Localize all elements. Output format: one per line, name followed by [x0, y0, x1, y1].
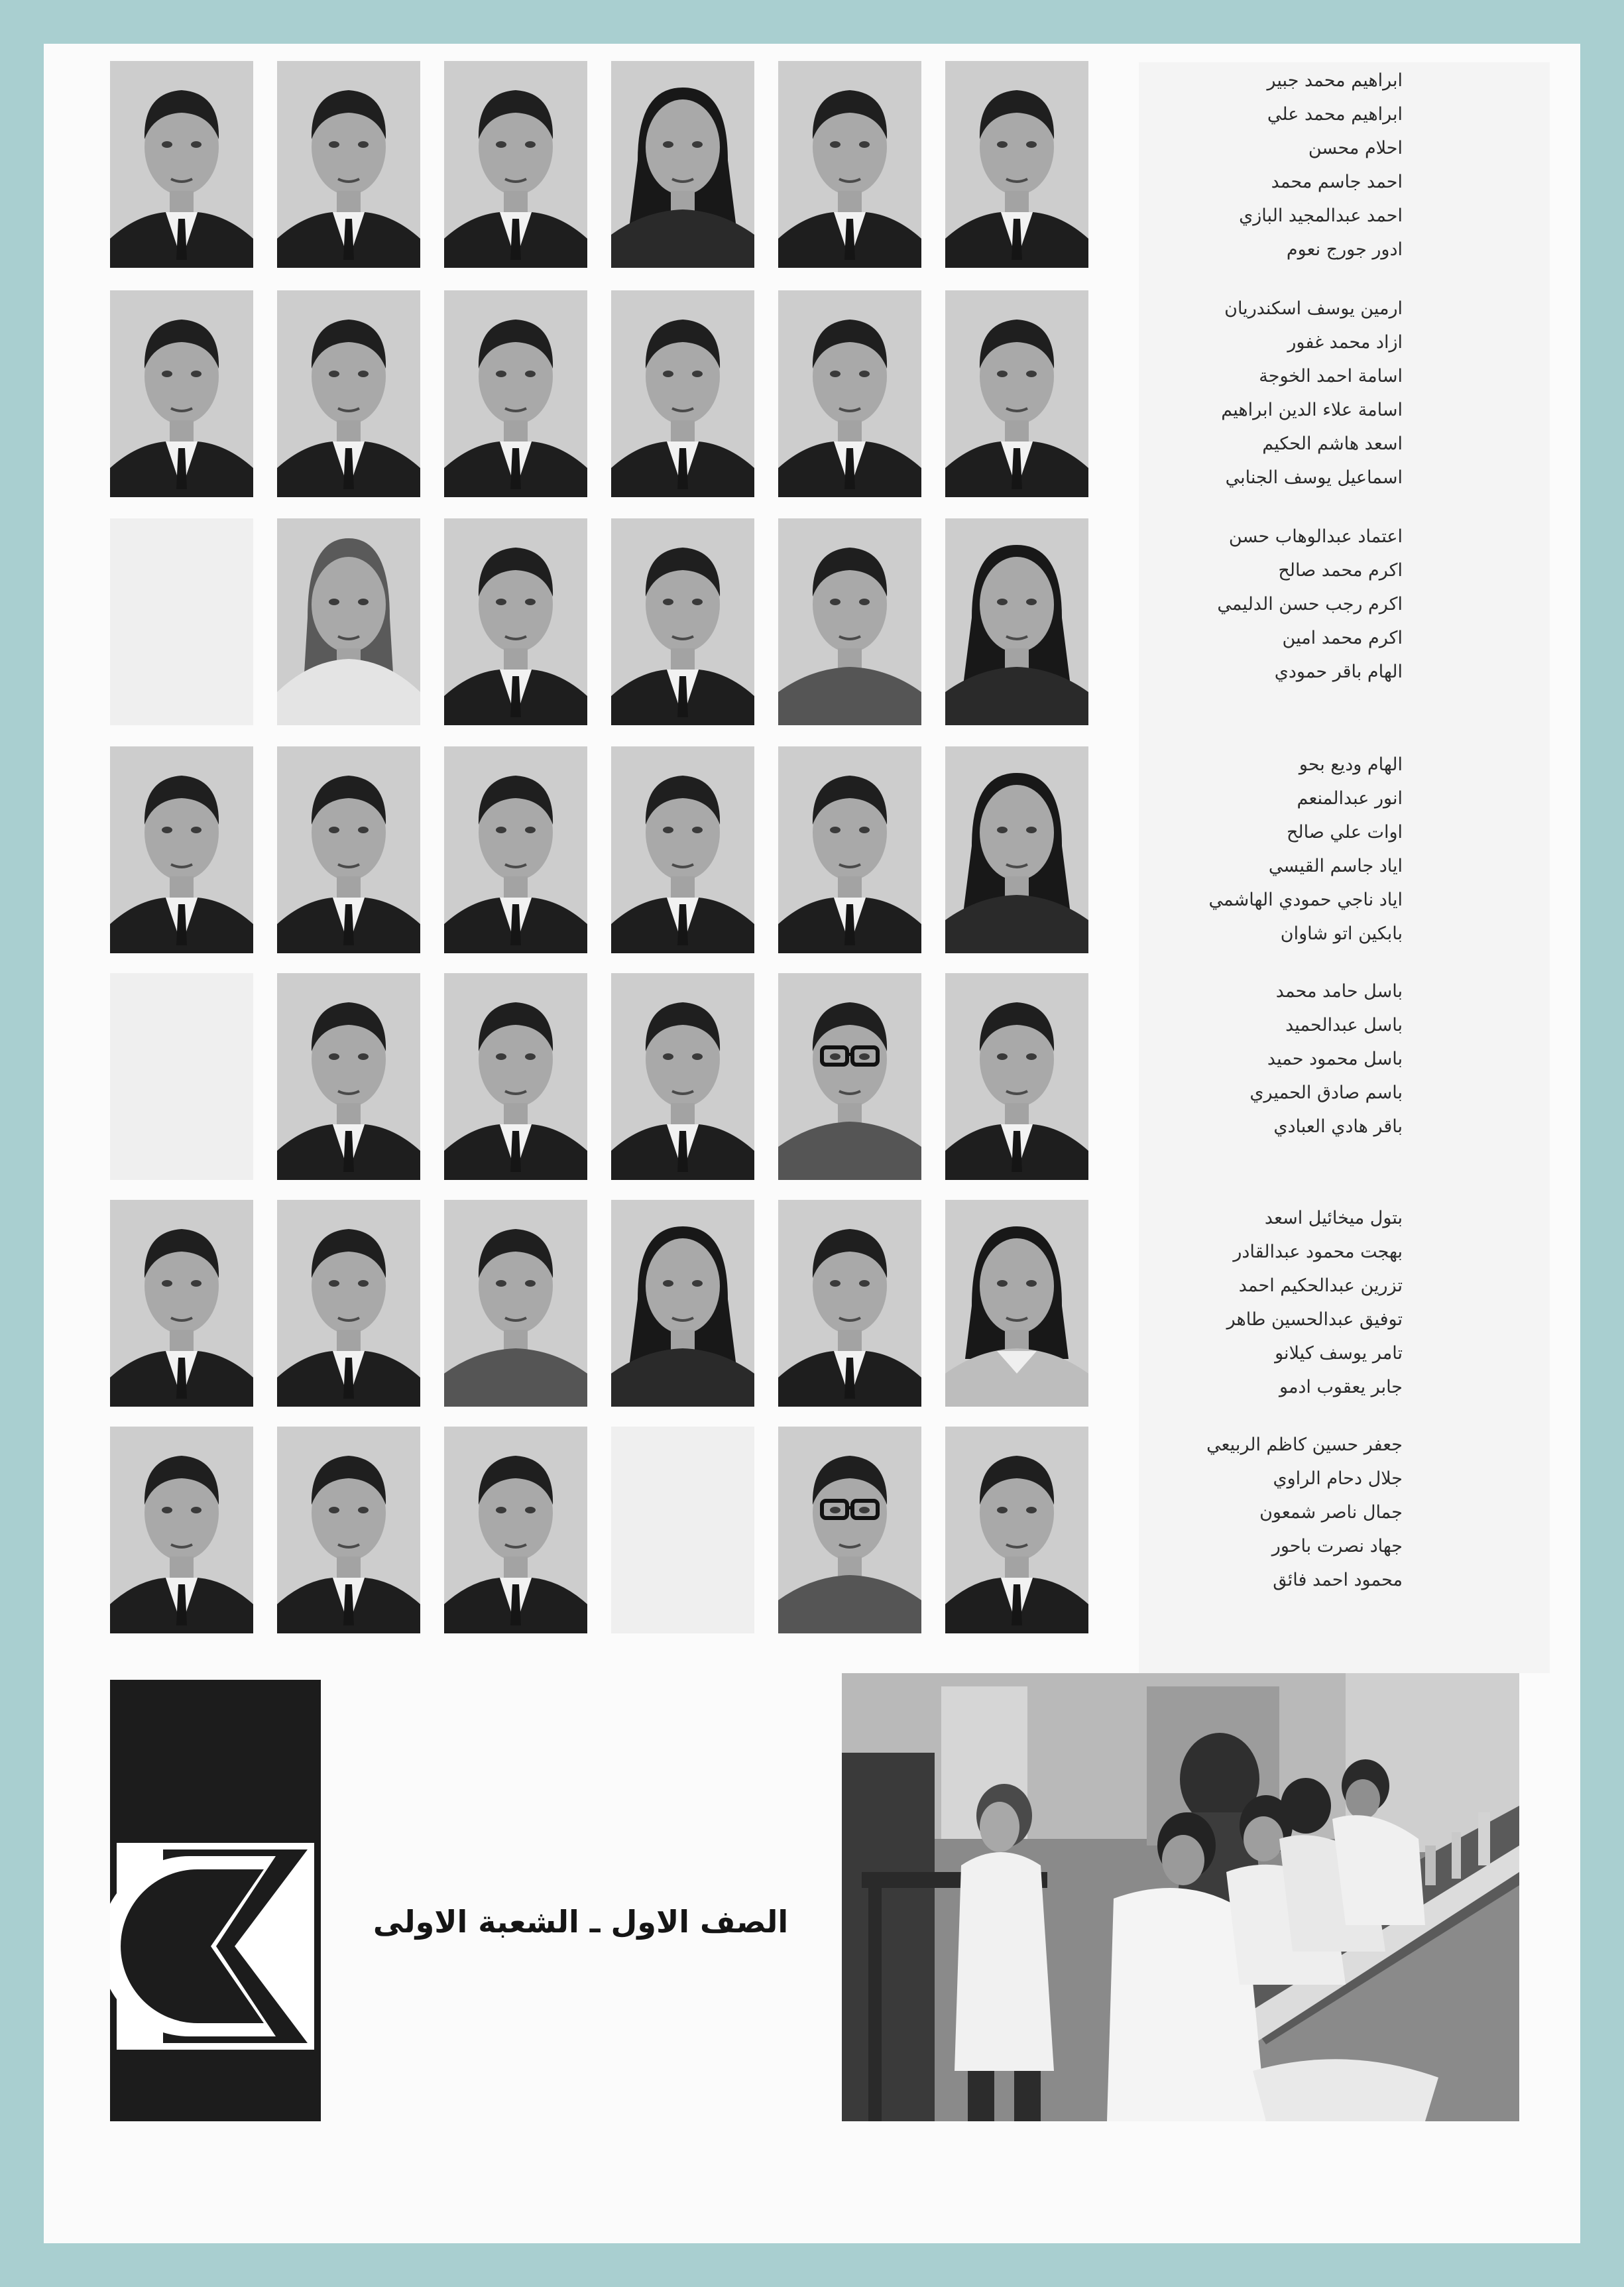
name-group: [1124, 974, 1403, 1144]
student-name: احلام محسن: [1308, 138, 1403, 158]
student-portrait: [945, 61, 1088, 268]
student-portrait: [945, 518, 1088, 725]
empty-photo-slot: [611, 1427, 754, 1633]
student-name: ازاد محمد غفور: [1287, 332, 1403, 353]
name-group: [1124, 748, 1403, 951]
student-name: اكرم رجب حسن الدليمي: [1217, 594, 1403, 615]
student-portrait: [778, 1200, 921, 1407]
student-portrait: [611, 518, 754, 725]
student-name: الهام باقر حمودي: [1274, 662, 1403, 682]
student-name: اسماعيل يوسف الجنابي: [1225, 467, 1403, 488]
student-name: جابر يعقوب ادمو: [1279, 1377, 1403, 1397]
student-name: جلال دحام الراوي: [1273, 1468, 1403, 1489]
student-portrait: [444, 746, 587, 953]
student-portrait: [110, 290, 253, 497]
student-portrait: [611, 973, 754, 1180]
yearbook-page: [44, 44, 1580, 2243]
empty-photo-slot: [110, 518, 253, 725]
student-name: انور عبدالمنعم: [1297, 788, 1403, 809]
student-name: ابراهيم محمد جبير: [1267, 70, 1403, 91]
student-name: اوات علي صالح: [1287, 822, 1403, 843]
student-name: اكرم محمد صالح: [1278, 560, 1403, 581]
student-name: تزرين عبدالحكيم احمد: [1238, 1275, 1403, 1296]
student-portrait: [778, 290, 921, 497]
student-portrait: [778, 746, 921, 953]
student-name: اسعد هاشم الحكيم: [1262, 434, 1403, 454]
student-portrait: [444, 518, 587, 725]
student-name: جهاد نصرت باحور: [1271, 1536, 1403, 1556]
student-portrait: [277, 973, 420, 1180]
student-portrait: [945, 973, 1088, 1180]
student-name: تامر يوسف كيلانو: [1275, 1343, 1403, 1364]
student-portrait: [444, 290, 587, 497]
student-portrait: [277, 290, 420, 497]
student-portrait: [611, 290, 754, 497]
student-name: جمال ناصر شمعون: [1259, 1502, 1403, 1523]
student-name: بتول ميخائيل اسعد: [1264, 1208, 1403, 1228]
student-portrait: [778, 1427, 921, 1633]
student-name: اعتماد عبدالوهاب حسن: [1228, 526, 1403, 547]
student-name: باسل محمود حميد: [1267, 1049, 1403, 1069]
student-name: ادور جورج نعوم: [1286, 239, 1403, 260]
student-portrait: [945, 746, 1088, 953]
student-portrait: [277, 1200, 420, 1407]
name-group: [1124, 292, 1403, 495]
school-logo: [110, 1680, 321, 2121]
student-name: اكرم محمد امين: [1282, 628, 1403, 648]
name-group: [1124, 1428, 1403, 1597]
empty-photo-slot: [110, 973, 253, 1180]
student-name: بهجت محمود عبدالقادر: [1233, 1242, 1403, 1262]
student-name: جعفر حسين كاظم الربيعي: [1206, 1435, 1403, 1455]
student-name: اياد ناجي حمودي الهاشمي: [1208, 890, 1403, 910]
student-name: اياد جاسم القيسي: [1268, 856, 1403, 876]
name-group: [1124, 64, 1403, 266]
student-portrait: [444, 1200, 587, 1407]
name-group: [1124, 1201, 1403, 1404]
student-name: اسامة علاء الدين ابراهيم: [1221, 400, 1403, 420]
student-name: ارمين يوسف اسكندريان: [1224, 298, 1403, 319]
student-portrait: [778, 61, 921, 268]
student-portrait: [110, 61, 253, 268]
student-portrait: [611, 746, 754, 953]
student-name: احمد جاسم محمد: [1271, 172, 1403, 192]
student-portrait: [277, 518, 420, 725]
student-name: احمد عبدالمجيد البازي: [1239, 205, 1403, 226]
name-group: [1124, 520, 1403, 689]
student-portrait: [110, 746, 253, 953]
student-name: الهام وديع بحو: [1299, 754, 1403, 775]
student-name: باسل عبدالحميد: [1285, 1015, 1403, 1035]
student-portrait: [277, 1427, 420, 1633]
student-name: توفيق عبدالحسين طاهر: [1226, 1309, 1403, 1330]
student-portrait: [945, 290, 1088, 497]
student-portrait: [277, 746, 420, 953]
student-portrait: [778, 518, 921, 725]
student-name: باسل حامد محمد: [1275, 981, 1403, 1002]
student-portrait: [444, 1427, 587, 1633]
student-portrait: [611, 1200, 754, 1407]
student-name: اسامة احمد الخوجة: [1259, 366, 1403, 386]
student-name: باسم صادق الحميري: [1249, 1083, 1403, 1103]
laboratory-photo: [842, 1673, 1519, 2121]
student-portrait: [110, 1427, 253, 1633]
student-name: باقر هادي العبادي: [1273, 1116, 1403, 1137]
student-portrait: [778, 973, 921, 1180]
student-portrait: [277, 61, 420, 268]
student-portrait: [444, 973, 587, 1180]
student-portrait: [444, 61, 587, 268]
student-name: بابكين اتو شاوان: [1280, 923, 1403, 944]
student-name: ابراهيم محمد علي: [1267, 104, 1403, 125]
student-portrait: [945, 1427, 1088, 1633]
student-portrait: [110, 1200, 253, 1407]
student-name: محمود احمد فائق: [1273, 1570, 1403, 1590]
student-portrait: [945, 1200, 1088, 1407]
class-section-title: الصف الاول ـ الشعبة الاولى: [373, 1904, 789, 1940]
student-names-column: [1139, 62, 1550, 1673]
student-portrait: [611, 61, 754, 268]
